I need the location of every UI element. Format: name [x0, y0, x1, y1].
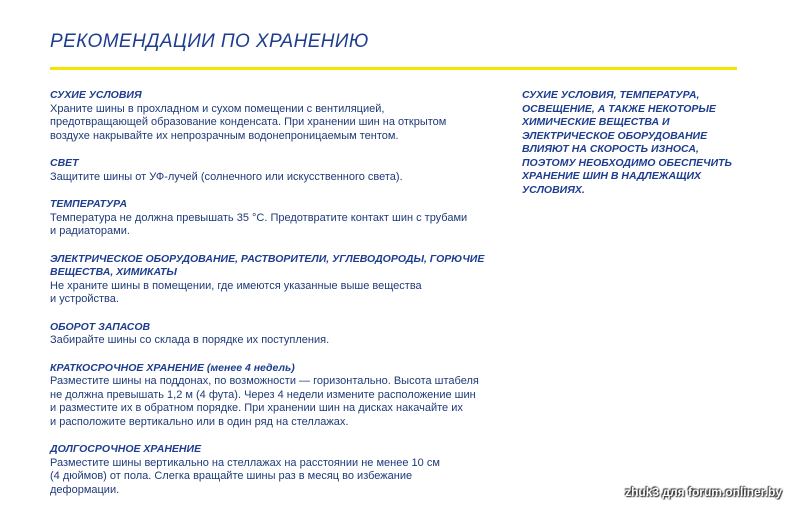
body-line: Разместите шины на поддонах, по возможности — горизонтально. Высота штабеля — [50, 375, 479, 387]
section-body — [50, 103, 510, 144]
callout-line: ЭЛЕКТРИЧЕСКОЕ ОБОРУДОВАНИЕ — [522, 129, 708, 142]
heading-line: ВЕЩЕСТВА, ХИМИКАТЫ — [50, 266, 177, 278]
section-long-term-storage — [50, 443, 510, 497]
body-line: Не храните шины в помещении, где имеются указанные выше вещества — [50, 279, 422, 292]
section-heading — [50, 321, 510, 335]
section-body — [50, 375, 510, 429]
section-body — [50, 334, 510, 348]
section-heading — [50, 157, 510, 171]
body-line: Температура не должна превышать 35 °C. Предотвратите контакт шин с трубами — [50, 211, 468, 224]
section-heading — [50, 89, 510, 103]
section-heading — [50, 362, 510, 376]
heading-line: СУХИЕ УСЛОВИЯ — [50, 89, 142, 101]
section-dry-conditions — [50, 89, 510, 143]
forum-watermark: zhuk3 для forum.onliner.by — [625, 485, 782, 499]
heading-line: ДОЛГОСРОЧНОЕ ХРАНЕНИЕ — [50, 443, 202, 455]
body-line: и разместите их в обратном порядке. При хранении шин на дисках накачайте их — [50, 402, 463, 414]
callout-line: ПОЭТОМУ НЕОБХОДИМО ОБЕСПЕЧИТЬ — [522, 156, 732, 169]
section-body — [50, 212, 510, 239]
heading-line: СВЕТ — [50, 157, 79, 169]
callout-note — [522, 89, 752, 197]
callout-line: ОСВЕЩЕНИЕ, А ТАКЖЕ НЕКОТОРЫЕ — [522, 102, 716, 115]
section-light — [50, 157, 510, 184]
title-underline — [50, 67, 737, 70]
body-line: (4 дюймов) от пола. Слегка вращайте шины раз в месяц во избежание — [50, 470, 413, 482]
body-line: деформации. — [50, 483, 120, 496]
section-chemicals — [50, 253, 510, 307]
section-body — [50, 280, 510, 307]
body-line: Забирайте шины со склада в порядке их поступления. — [50, 334, 330, 346]
body-line: предотвращающей образование конденсата. При хранении шин на открытом — [50, 116, 447, 128]
heading-line: КРАТКОСРОЧНОЕ ХРАНЕНИЕ (менее 4 недель) — [50, 361, 295, 374]
section-heading — [50, 443, 510, 457]
body-line: Разместите шины вертикально на стеллажах на расстоянии не менее 10 см — [50, 456, 440, 469]
callout-line: УСЛОВИЯХ. — [522, 183, 585, 196]
callout-line: ХРАНЕНИЕ ШИН В НАДЛЕЖАЩИХ — [522, 170, 702, 182]
body-line: не должна превышать 1,2 м (4 фута). Через 4 недели измените расположение шин — [50, 388, 476, 401]
heading-line: ТЕМПЕРАТУРА — [50, 198, 128, 210]
section-temperature — [50, 198, 510, 239]
callout-line: ХИМИЧЕСКИЕ ВЕЩЕСТВА И — [522, 116, 670, 128]
body-line: и радиаторами. — [50, 225, 130, 237]
body-line: Защитите шины от УФ-лучей (солнечного или искусственного света). — [50, 170, 403, 183]
page-title: РЕКОМЕНДАЦИИ ПО ХРАНЕНИЮ — [50, 31, 369, 52]
storage-recommendations — [50, 89, 510, 511]
callout-line: СУХИЕ УСЛОВИЯ, ТЕМПЕРАТУРА, — [522, 89, 700, 101]
heading-line: ЭЛЕКТРИЧЕСКОЕ ОБОРУДОВАНИЕ, РАСТВОРИТЕЛИ, УГЛЕВОДОРОДЫ, ГОРЮЧИЕ — [50, 252, 485, 265]
section-body — [50, 171, 510, 185]
body-line: воздухе накрывайте их непрозрачным водонепроницаемым тентом. — [50, 129, 399, 142]
section-heading — [50, 253, 510, 280]
callout-line: ВЛИЯЮТ НА СКОРОСТЬ ИЗНОСА, — [522, 143, 699, 155]
body-line: и расположите вертикально или в один ряд на стеллажах. — [50, 415, 349, 428]
body-line: и устройства. — [50, 293, 119, 305]
section-body — [50, 457, 510, 498]
section-stock-rotation — [50, 321, 510, 348]
heading-line: ОБОРОТ ЗАПАСОВ — [50, 320, 151, 333]
section-heading — [50, 198, 510, 212]
body-line: Храните шины в прохладном и сухом помещении с вентиляцией, — [50, 102, 385, 115]
section-short-term-storage — [50, 362, 510, 430]
